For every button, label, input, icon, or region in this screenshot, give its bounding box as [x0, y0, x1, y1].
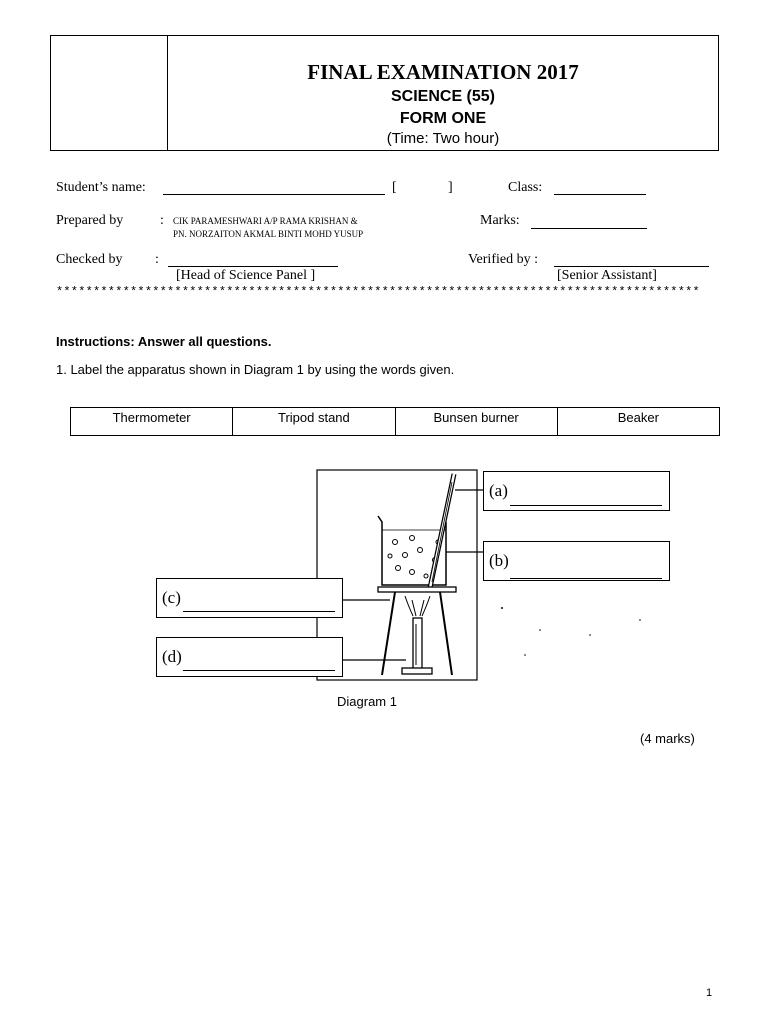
- label-d-marker: (d): [162, 647, 182, 666]
- label-box-a[interactable]: [483, 471, 670, 511]
- checked-role: [Head of Science Panel ]: [176, 268, 316, 283]
- label-box-c[interactable]: [156, 578, 343, 618]
- diagram-caption: Diagram 1: [337, 694, 397, 709]
- speck: [639, 619, 641, 621]
- label-a-answer-line: [510, 505, 662, 506]
- label-box-b[interactable]: [483, 541, 670, 581]
- label-b-marker: (b): [489, 551, 509, 570]
- label-d-answer-line: [183, 670, 335, 671]
- label-b-answer-line: [510, 578, 662, 579]
- instructions: Instructions: Answer all questions.: [56, 334, 272, 349]
- exam-form-level: FORM ONE: [399, 110, 487, 127]
- word-bank-table: [70, 407, 720, 436]
- word-bank-item: Bunsen burner: [395, 408, 557, 436]
- page-number: 1: [706, 987, 713, 999]
- verified-by-label: Verified by :: [468, 252, 538, 267]
- label-a-marker: (a): [489, 481, 508, 500]
- class-field[interactable]: [554, 194, 646, 195]
- bunsen-burner-drawing: [402, 596, 432, 674]
- verified-role: [Senior Assistant]: [557, 268, 657, 283]
- prepared-by-label: Prepared by: [56, 213, 124, 228]
- speck: [539, 629, 541, 631]
- verified-by-field[interactable]: [554, 266, 709, 267]
- speck: [589, 634, 591, 636]
- checked-by-colon: :: [155, 252, 159, 267]
- checked-by-field[interactable]: [168, 266, 338, 267]
- label-c-marker: (c): [162, 588, 181, 607]
- speck: [524, 654, 526, 656]
- marks-allocation: (4 marks): [640, 731, 695, 746]
- student-name-field[interactable]: [163, 194, 385, 195]
- exam-title: FINAL EXAMINATION 2017: [307, 60, 579, 84]
- word-bank-item: Tripod stand: [233, 408, 395, 436]
- exam-time: (Time: Two hour): [386, 130, 500, 147]
- thermometer-drawing: [430, 474, 454, 588]
- preparer-2: PN. NORZAITON AKMAL BINTI MOHD YUSUP: [173, 229, 364, 239]
- question-1: 1. Label the apparatus shown in Diagram 1 by using the words given.: [56, 362, 455, 377]
- student-name-label: Student’s name:: [56, 180, 146, 195]
- checked-by-label: Checked by: [56, 252, 123, 267]
- marks-field[interactable]: [531, 228, 647, 229]
- exam-subject: SCIENCE (55): [390, 88, 496, 105]
- label-box-d[interactable]: [156, 637, 343, 677]
- prepared-by-colon: :: [160, 213, 164, 228]
- bracket-close: ]: [448, 180, 453, 195]
- separator-stars: ***************************************************************************************: [56, 285, 700, 299]
- class-label: Class:: [508, 180, 543, 195]
- marks-label: Marks:: [480, 213, 520, 228]
- word-bank-item: Thermometer: [71, 408, 233, 436]
- label-c-answer-line: [183, 611, 335, 612]
- header-box: [50, 35, 719, 151]
- preparer-1: CIK PARAMESHWARI A/P RAMA KRISHAN &: [173, 216, 358, 226]
- word-bank-item: Beaker: [557, 408, 719, 436]
- bracket-open: [: [392, 180, 397, 195]
- speck: [501, 607, 503, 609]
